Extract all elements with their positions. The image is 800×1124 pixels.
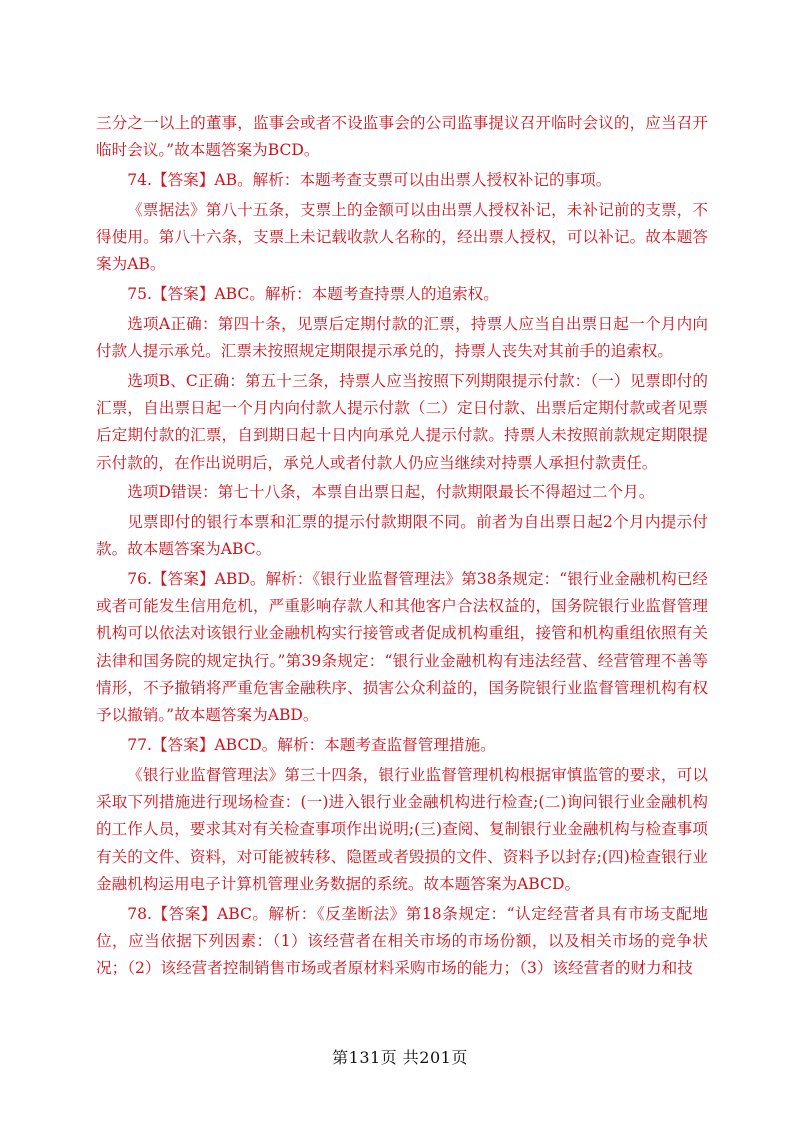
answer-75-summary: 见票即付的银行本票和汇票的提示付款期限不同。前者为自出票日起2个月内提示付款。故本题答案为ABC。 [96, 512, 708, 559]
answer-77-heading: 77.【答案】ABCD。解析：本题考查监督管理措施。 [127, 736, 496, 755]
answer-78: 78.【答案】ABC。解析：《反垄断法》第18条规定：“认定经营者具有市场支配地位，应当依据下列因素：（1）该经营者在相关市场的市场份额，以及相关市场的竞争状况；（2）该经营者控制销售市场或者原材料采购市场的能力；（3）该经营者的财力和技 [96, 904, 708, 978]
paragraph-continuation: 三分之一以上的董事，监事会或者不设监事会的公司监事提议召开临时会议的，应当召开临时会议。”故本题答案为BCD。 [96, 114, 708, 160]
answer-76: 76.【答案】ABD。解析：《银行业监督管理法》第38条规定：“银行业金融机构已经或者可能发生信用危机，严重影响存款人和其他客户合法权益的，国务院银行业监督管理机构可以依法对该银行业金融机构实行接管或者促成机构重组，接管和机构重组依照有关法律和国务院的规定执行。”第39条规定：“银行业金融机构有违法经营、经营管理不善等情形，不予撤销将严重危害金融秩序、损害公众利益的，国务院银行业监督管理机构有权予以撤销。”故本题答案为ABD。 [96, 569, 708, 725]
answer-75-heading: 75.【答案】ABC。解析：本题考查持票人的追索权。 [127, 284, 499, 303]
page-number-footer: 第131页 共201页 [332, 1048, 468, 1067]
page-body [96, 110, 708, 985]
answer-75-option-d: 选项D错误：第七十八条，本票自出票日起，付款期限最长不得超过二个月。 [127, 483, 655, 502]
answer-74-heading: 74.【答案】AB。解析：本题考查支票可以由出票人授权补记的事项。 [127, 170, 612, 189]
answer-75-option-a: 选项A正确：第四十条，见票后定期付款的汇票，持票人应当自出票日起一个月内向付款人提示承兑。汇票未按照规定期限提示承兑的，持票人丧失对其前手的追索权。 [96, 314, 708, 360]
answer-75-option-bc: 选项B、C正确：第五十三条，持票人应当按照下列期限提示付款：（一）见票即付的汇票，自出票日起一个月内向付款人提示付款（二）定日付款、出票后定期付款或者见票后定期付款的汇票，自到期日起十日内向承兑人提示付款。持票人未按照前款规定期限提示付款的，在作出说明后，承兑人或者付款人仍应当继续对持票人承担付款责任。 [96, 371, 708, 472]
answer-77-explanation: 《银行业监督管理法》第三十四条，银行业监督管理机构根据审慎监管的要求，可以采取下列措施进行现场检查：(一)进入银行业金融机构进行检查;(二)询问银行业金融机构的工作人员，要求其对有关检查事项作出说明;(三)查阅、复制银行业金融机构与检查事项有关的文件、资料，对可能被转移、隐匿或者毁损的文件、资料予以封存;(四)检查银行业金融机构运用电子计算机管理业务数据的系统。故本题答案为ABCD。 [96, 765, 708, 893]
answer-74-explanation: 《票据法》第八十五条，支票上的金额可以由出票人授权补记，未补记前的支票，不得使用。第八十六条，支票上未记载收款人名称的，经出票人授权，可以补记。故本题答案为AB。 [96, 200, 708, 274]
